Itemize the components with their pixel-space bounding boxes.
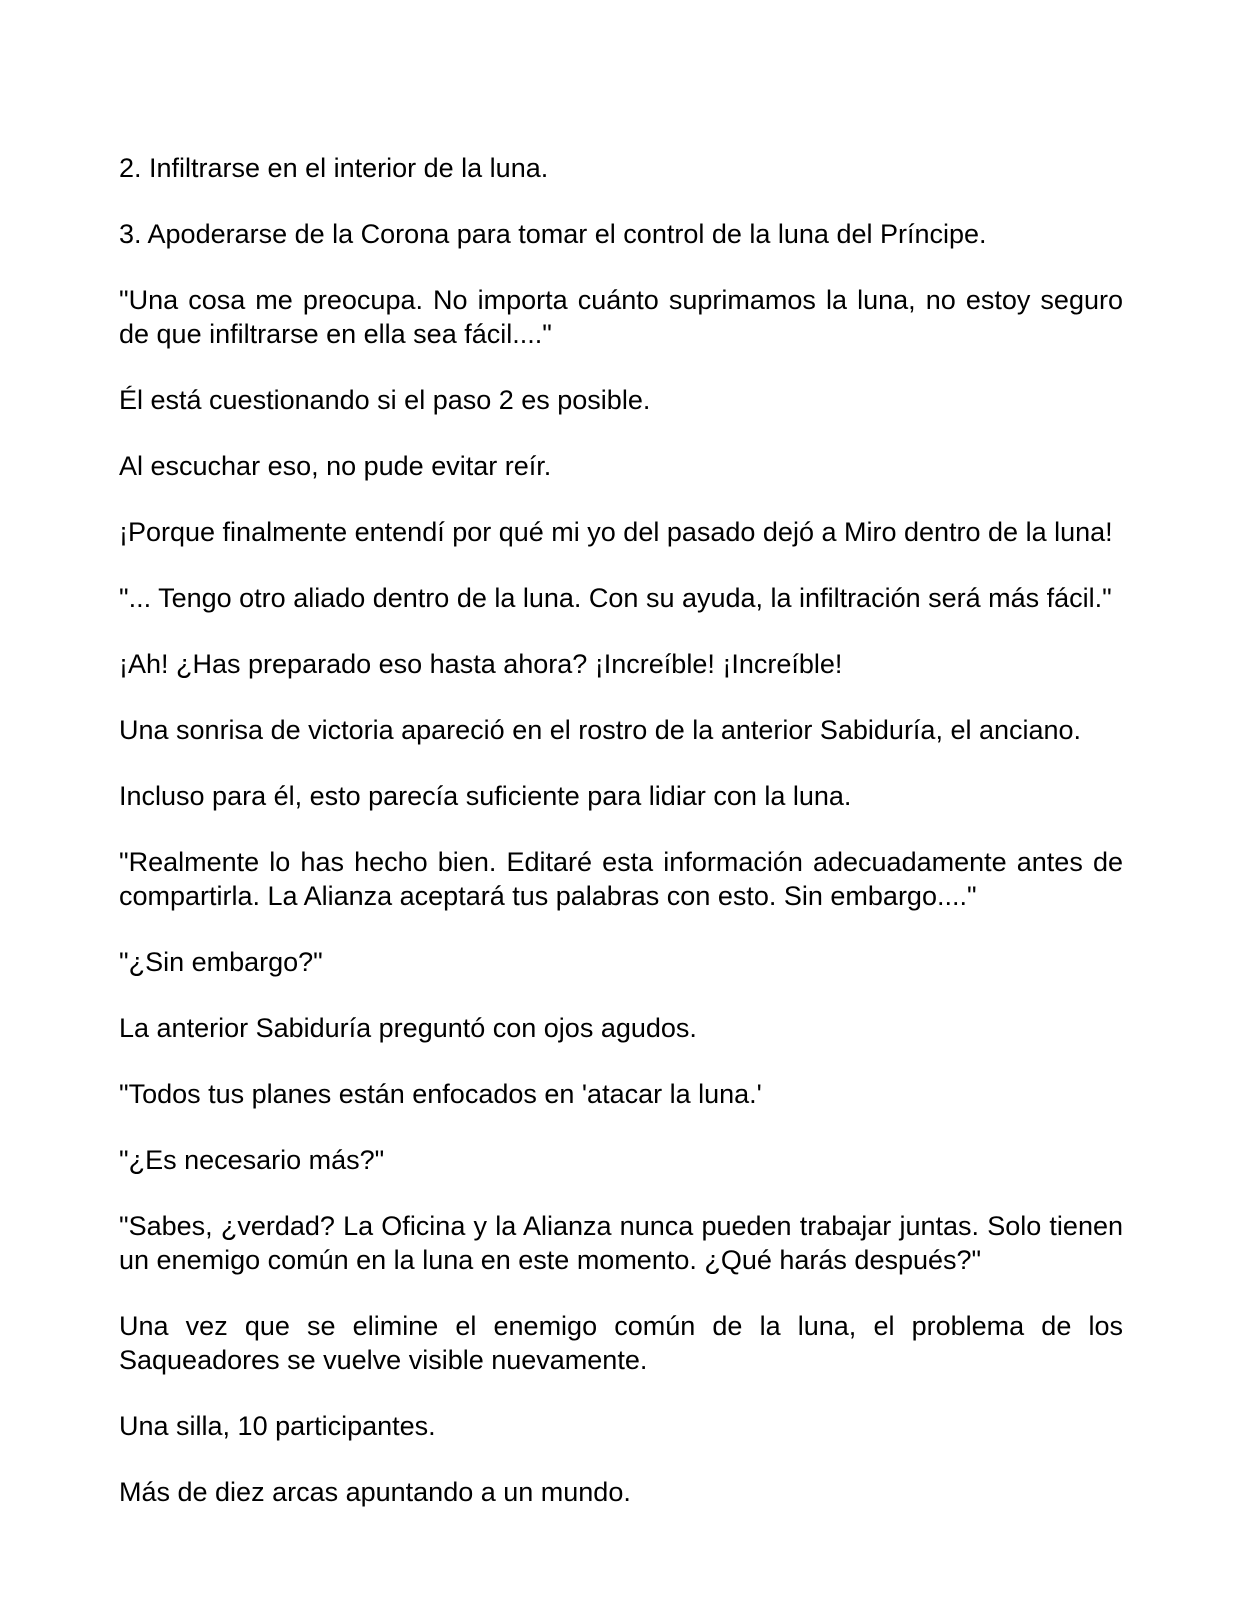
paragraph: 3. Apoderarse de la Corona para tomar el control de la luna del Príncipe. xyxy=(119,219,987,249)
paragraph: ¡Ah! ¿Has preparado eso hasta ahora? ¡Increíble! ¡Increíble! xyxy=(119,649,843,679)
document-body xyxy=(119,151,1123,1541)
paragraph: Más de diez arcas apuntando a un mundo. xyxy=(119,1477,631,1507)
paragraph: Al escuchar eso, no pude evitar reír. xyxy=(119,451,552,481)
paragraph: Él está cuestionando si el paso 2 es posible. xyxy=(119,385,651,415)
paragraph: Una vez que se elimine el enemigo común de la luna, el problema de los Saqueadores se vuelve visible nuevamente. xyxy=(119,1311,1123,1375)
paragraph: Una silla, 10 participantes. xyxy=(119,1411,436,1441)
paragraph: ¡Porque finalmente entendí por qué mi yo del pasado dejó a Miro dentro de la luna! xyxy=(119,517,1113,547)
paragraph: "Todos tus planes están enfocados en 'atacar la luna.' xyxy=(119,1079,762,1109)
paragraph: "Sabes, ¿verdad? La Oficina y la Alianza nunca pueden trabajar juntas. Solo tienen un enemigo común en la luna en este momento. ¿Qué harás después?" xyxy=(119,1211,1123,1275)
paragraph: Incluso para él, esto parecía suficiente para lidiar con la luna. xyxy=(119,781,852,811)
paragraph: 2. Infiltrarse en el interior de la luna. xyxy=(119,153,549,183)
paragraph: "Realmente lo has hecho bien. Editaré esta información adecuadamente antes de compartirla. La Alianza aceptará tus palabras con esto. Sin embargo...." xyxy=(119,847,1123,911)
paragraph: "... Tengo otro aliado dentro de la luna. Con su ayuda, la infiltración será más fácil." xyxy=(119,583,1112,613)
paragraph: La anterior Sabiduría preguntó con ojos agudos. xyxy=(119,1013,697,1043)
paragraph: "¿Es necesario más?" xyxy=(119,1145,385,1175)
paragraph: Una sonrisa de victoria apareció en el rostro de la anterior Sabiduría, el anciano. xyxy=(119,715,1082,745)
paragraph: "Una cosa me preocupa. No importa cuánto suprimamos la luna, no estoy seguro de que infiltrarse en ella sea fácil...." xyxy=(119,285,1123,349)
paragraph: "¿Sin embargo?" xyxy=(119,947,323,977)
